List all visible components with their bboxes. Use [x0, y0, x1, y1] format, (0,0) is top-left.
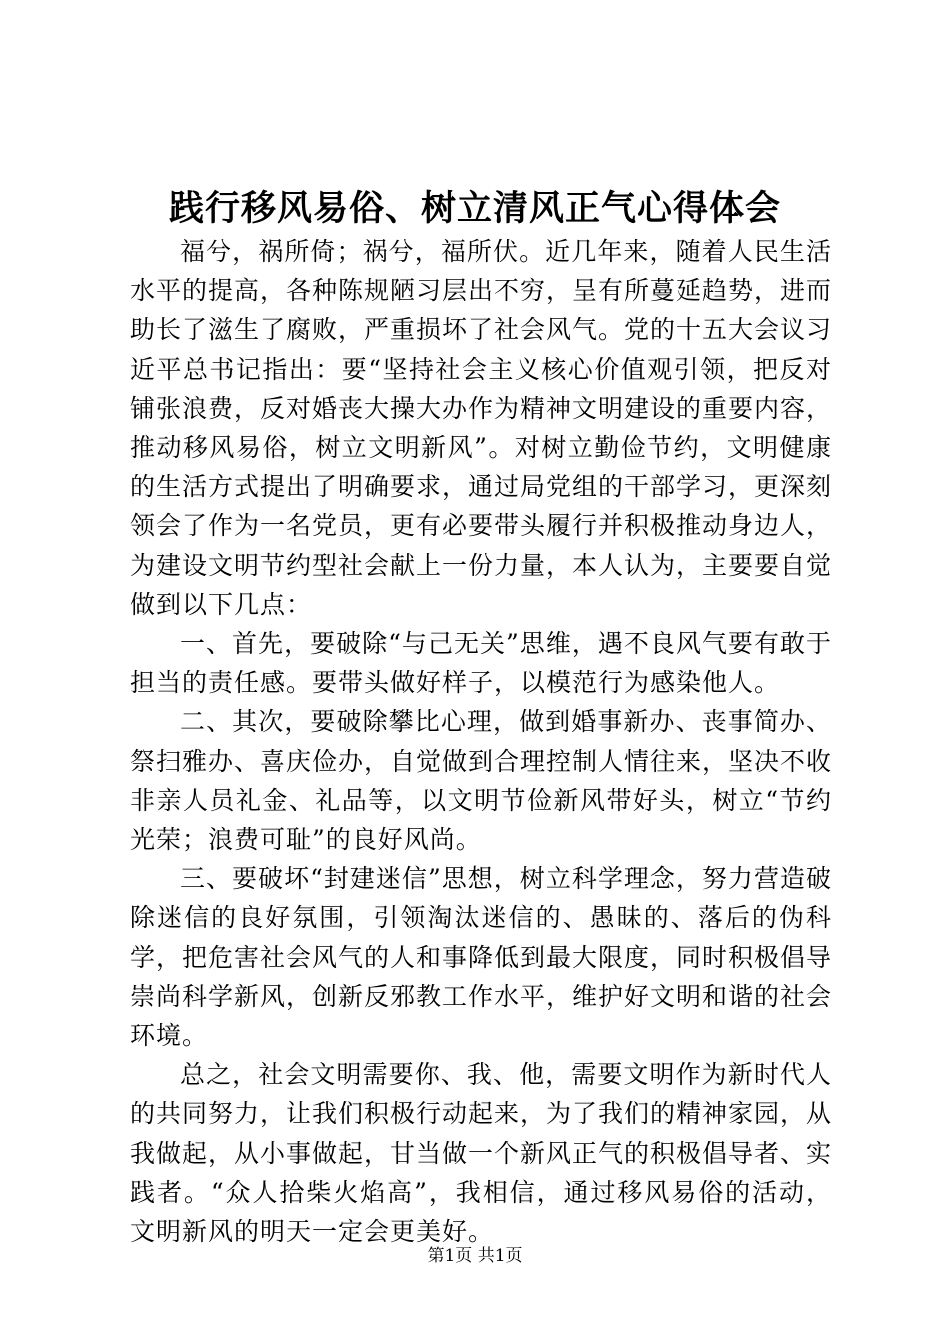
- paragraph-point-two: 二、其次，要破除攀比心理，做到婚事新办、丧事简办、祭扫雅办、喜庆俭办，自觉做到合理控制人情往来，坚决不收非亲人员礼金、礼品等，以文明节俭新风带好头，树立“节约光荣；浪费可耻”的良好风尚。: [130, 707, 833, 855]
- paragraph-point-three: 三、要破坏“封建迷信”思想，树立科学理念，努力营造破除迷信的良好氛围，引领淘汰迷信的、愚昧的、落后的伪科学，把危害社会风气的人和事降低到最大限度，同时积极倡导崇尚科学新风，创新反邪教工作水平，维护好文明和谐的社会环境。: [130, 864, 833, 1051]
- paragraph-conclusion: 总之，社会文明需要你、我、他，需要文明作为新时代人的共同努力，让我们积极行动起来，为了我们的精神家园，从我做起，从小事做起，甘当做一个新风正气的积极倡导者、实践者。“众人拾柴火焰高”，我相信，通过移风易俗的活动，文明新风的明天一定会更美好。: [130, 1060, 833, 1247]
- page-number-footer: 第1页 共1页: [427, 1246, 523, 1266]
- document-body: [130, 232, 832, 1251]
- paragraph-point-one: 一、首先，要破除“与己无关”思维，遇不良风气要有敢于担当的责任感。要带头做好样子，以模范行为感染他人。: [130, 629, 832, 698]
- page-title: 践行移风易俗、树立清风正气心得体会: [168, 188, 781, 229]
- paragraph-intro: 福兮，祸所倚；祸兮，福所伏。近几年来，随着人民生活水平的提高，各种陈规陋习层出不穷，呈有所蔓延趋势，进而助长了滋生了腐败，严重损坏了社会风气。党的十五大会议习近平总书记指出：要“坚持社会主义核心价值观引领，把反对铺张浪费，反对婚丧大操大办作为精神文明建设的重要内容，推动移风易俗，树立文明新风”。对树立勤俭节约，文明健康的生活方式提出了明确要求，通过局党组的干部学习，更深刻领会了作为一名党员，更有必要带头履行并积极推动身边人，为建设文明节约型社会献上一份力量，本人认为，主要要自觉做到以下几点：: [130, 237, 833, 619]
